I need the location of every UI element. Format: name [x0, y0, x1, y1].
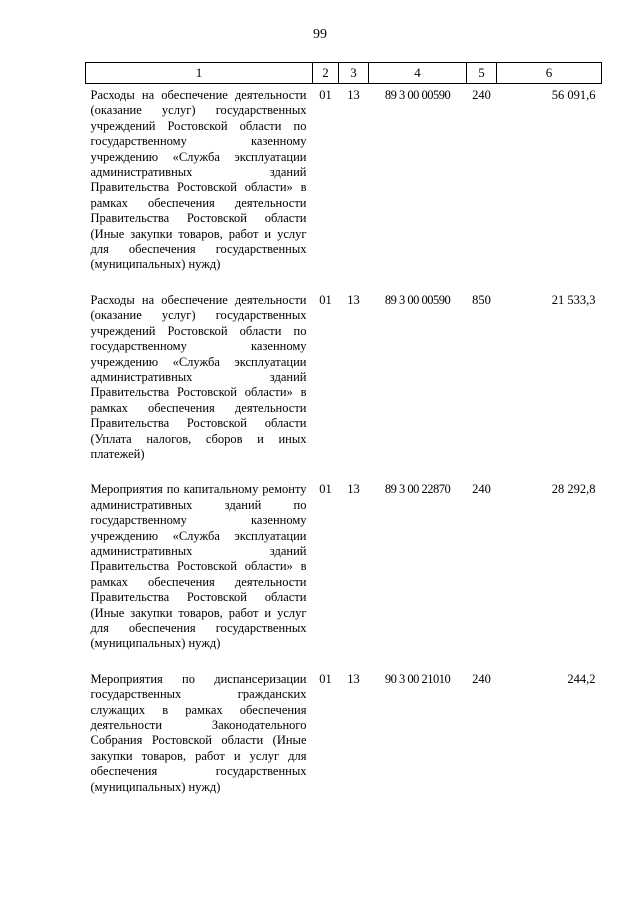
row-subsection: 13 [347, 88, 360, 102]
row-target-article: 89 3 00 00590 [384, 292, 451, 307]
row-section: 01 [319, 292, 332, 307]
row-subsection: 13 [347, 671, 360, 686]
row-section: 01 [319, 671, 332, 686]
row-section: 01 [319, 88, 332, 102]
row-amount: 28 292,8 [551, 482, 596, 497]
table-row [86, 668, 602, 811]
header-col-2: 2 [313, 63, 339, 84]
table-row [86, 289, 602, 478]
row-description: Мероприятия по диспансеризации государственных гражданских служащих в рамках обеспечения деятельности Законодательного Собрания Ростовской области (Иные закупки товаров, работ и услуг для обеспечения государственных (муниципальных) нужд) [90, 671, 307, 794]
budget-table [85, 62, 602, 811]
row-target-article: 89 3 00 22870 [384, 482, 451, 497]
header-col-6: 6 [497, 63, 602, 84]
header-col-4: 4 [369, 63, 467, 84]
row-expense-type: 240 [472, 671, 491, 686]
row-expense-type: 240 [472, 88, 491, 102]
header-col-1: 1 [86, 63, 313, 84]
row-amount: 244,2 [567, 671, 596, 686]
row-subsection: 13 [347, 482, 360, 497]
row-amount: 21 533,3 [551, 292, 596, 307]
header-col-5: 5 [467, 63, 497, 84]
table-header-row [86, 63, 602, 84]
header-col-3: 3 [339, 63, 369, 84]
table-row [86, 478, 602, 667]
row-target-article: 90 3 00 21010 [384, 671, 451, 686]
row-section: 01 [319, 482, 332, 497]
row-expense-type: 850 [472, 292, 491, 307]
row-target-article: 89 3 00 00590 [384, 88, 451, 102]
row-description: Мероприятия по капитальному ремонту административных зданий по государственному казенному учреждению «Служба эксплуатации административных зданий Правительства Ростовской области» в рамках обеспечения деятельности Правительства Ростовской области (Иные закупки товаров, работ и услуг для обеспечения государственных (муниципальных) нужд) [90, 482, 307, 651]
row-subsection: 13 [347, 292, 360, 307]
table-row [86, 84, 602, 289]
row-expense-type: 240 [472, 482, 491, 497]
row-description: Расходы на обеспечение деятельности (оказание услуг) государственных учреждений Ростовской области по государственному казенному учреждению «Служба эксплуатации административных зданий Правительства Ростовской области» в рамках обеспечения деятельности Правительства Ростовской области (Иные закупки товаров, работ и услуг для обеспечения государственных (муниципальных) нужд) [90, 88, 307, 272]
row-description: Расходы на обеспечение деятельности (оказание услуг) государственных учреждений Ростовской области по государственному казенному учреждению «Служба эксплуатации административных зданий Правительства Ростовской области» в рамках обеспечения деятельности Правительства Ростовской области (Уплата налогов, сборов и иных платежей) [90, 292, 307, 461]
row-amount: 56 091,6 [551, 88, 596, 102]
page-number: 99 [313, 27, 327, 42]
